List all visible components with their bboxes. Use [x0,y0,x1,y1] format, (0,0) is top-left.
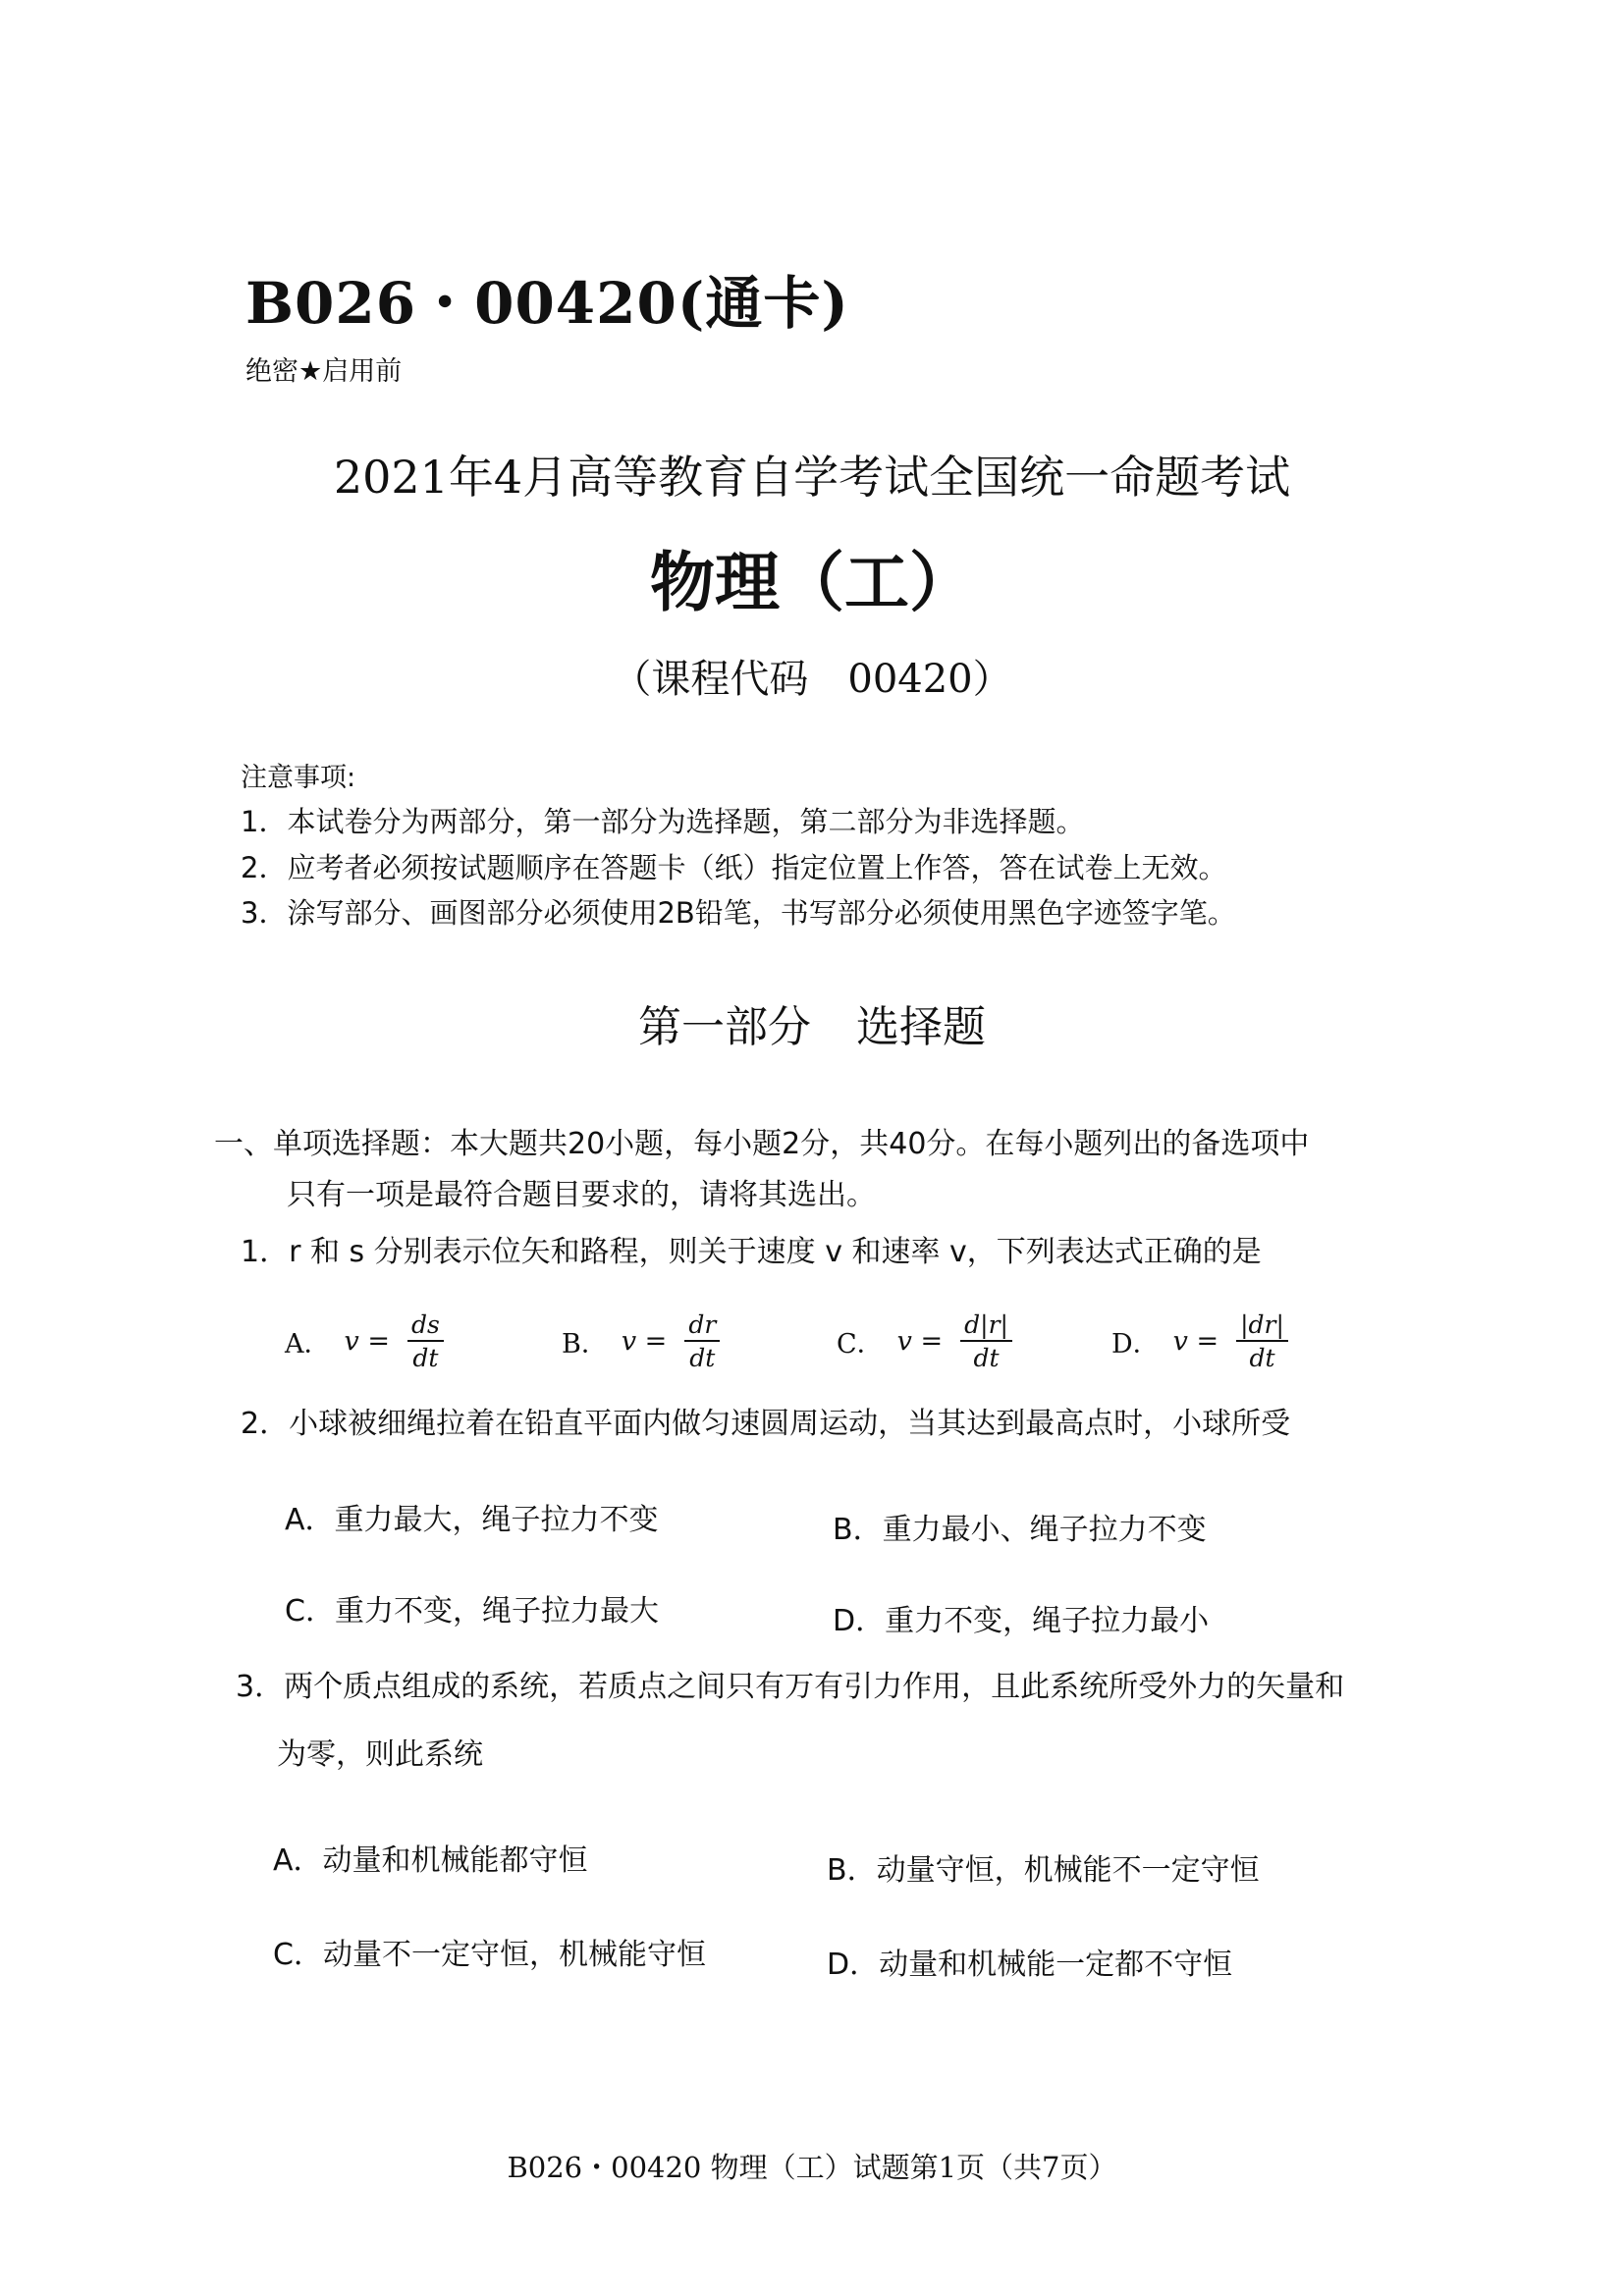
notice-item-2: 2．应考者必须按试题顺序在答题卡（纸）指定位置上作答，答在试卷上无效。 [241,851,1227,884]
notice-item-1: 1．本试卷分为两部分，第一部分为选择题，第二部分为非选择题。 [241,805,1085,838]
q3-option-b: B．动量守恒，机械能不一定守恒 [827,1853,1260,1888]
q1-option-c-var: v = [896,1326,944,1357]
section-instruction-line1: 一、单项选择题：本大题共20小题，每小题2分，共40分。在每小题列出的备选项中 [214,1127,1310,1161]
q1-option-d-den: dt [1249,1344,1275,1372]
paper-code: B026・00420(通卡) [245,270,849,337]
q1-option-c-den: dt [973,1344,1000,1372]
q1-option-a [285,1310,444,1372]
q1-option-a-fraction [407,1310,444,1372]
q1-option-b-fraction [684,1310,720,1372]
q1-option-d-label: D． [1111,1329,1160,1360]
part-title-right: 选择题 [856,1002,986,1052]
q1-option-a-label: A． [285,1329,331,1360]
q1-option-c-fraction [960,1310,1012,1372]
q1-option-a-num: ds [407,1310,444,1342]
q1-option-b-num: dr [684,1310,720,1342]
q3-option-a: A．动量和机械能都守恒 [273,1843,588,1878]
confidential-label: 绝密★启用前 [245,356,403,387]
q2-option-c: C．重力不变，绳子拉力最大 [285,1594,659,1629]
q1-stem: 1．r 和 s 分别表示位矢和路程，则关于速度 v 和速率 v，下列表达式正确的是 [241,1235,1262,1269]
q1-option-b-var: v = [621,1326,668,1357]
course-code: （课程代码 00420） [612,657,1012,702]
page-footer: B026・00420 物理（工）试题第1页（共7页） [507,2151,1117,2184]
q2-option-b: B．重力最小、绳子拉力不变 [833,1513,1207,1547]
part-title-left: 第一部分 [638,1002,811,1052]
q3-stem-line2: 为零，则此系统 [277,1737,483,1772]
notice-heading: 注意事项: [241,763,356,793]
q1-option-d [1111,1310,1288,1372]
subject-title: 物理（工） [650,544,974,620]
q1-option-d-var: v = [1172,1326,1219,1357]
q1-option-c-label: C． [837,1329,884,1360]
q3-option-c: C．动量不一定守恒，机械能守恒 [273,1938,706,1972]
q3-stem-line1: 3．两个质点组成的系统，若质点之间只有万有引力作用，且此系统所受外力的矢量和 [236,1670,1345,1704]
q1-option-b [562,1310,720,1372]
q1-option-c [837,1310,1012,1372]
q1-option-c-num: d|r| [960,1310,1012,1342]
q1-option-b-den: dt [689,1344,716,1372]
q1-option-b-label: B． [562,1329,608,1360]
q2-option-a: A．重力最大，绳子拉力不变 [285,1503,659,1537]
q1-option-d-fraction [1236,1310,1288,1372]
notice-item-3: 3．涂写部分、画图部分必须使用2B铅笔，书写部分必须使用黑色字迹签字笔。 [241,896,1236,930]
q2-option-d: D．重力不变，绳子拉力最小 [833,1604,1210,1638]
q1-option-a-den: dt [412,1344,439,1372]
exam-title: 2021年4月高等教育自学考试全国统一命题考试 [333,451,1291,504]
part-title [0,991,1624,1054]
q2-stem: 2．小球被细绳拉着在铅直平面内做匀速圆周运动，当其达到最高点时，小球所受 [241,1407,1291,1441]
section-instruction-line2: 只有一项是最符合题目要求的，请将其选出。 [287,1178,876,1212]
q1-option-d-num: |dr| [1236,1310,1288,1342]
q3-option-d: D．动量和机械能一定都不守恒 [827,1948,1233,1982]
q1-option-a-var: v = [344,1326,390,1357]
